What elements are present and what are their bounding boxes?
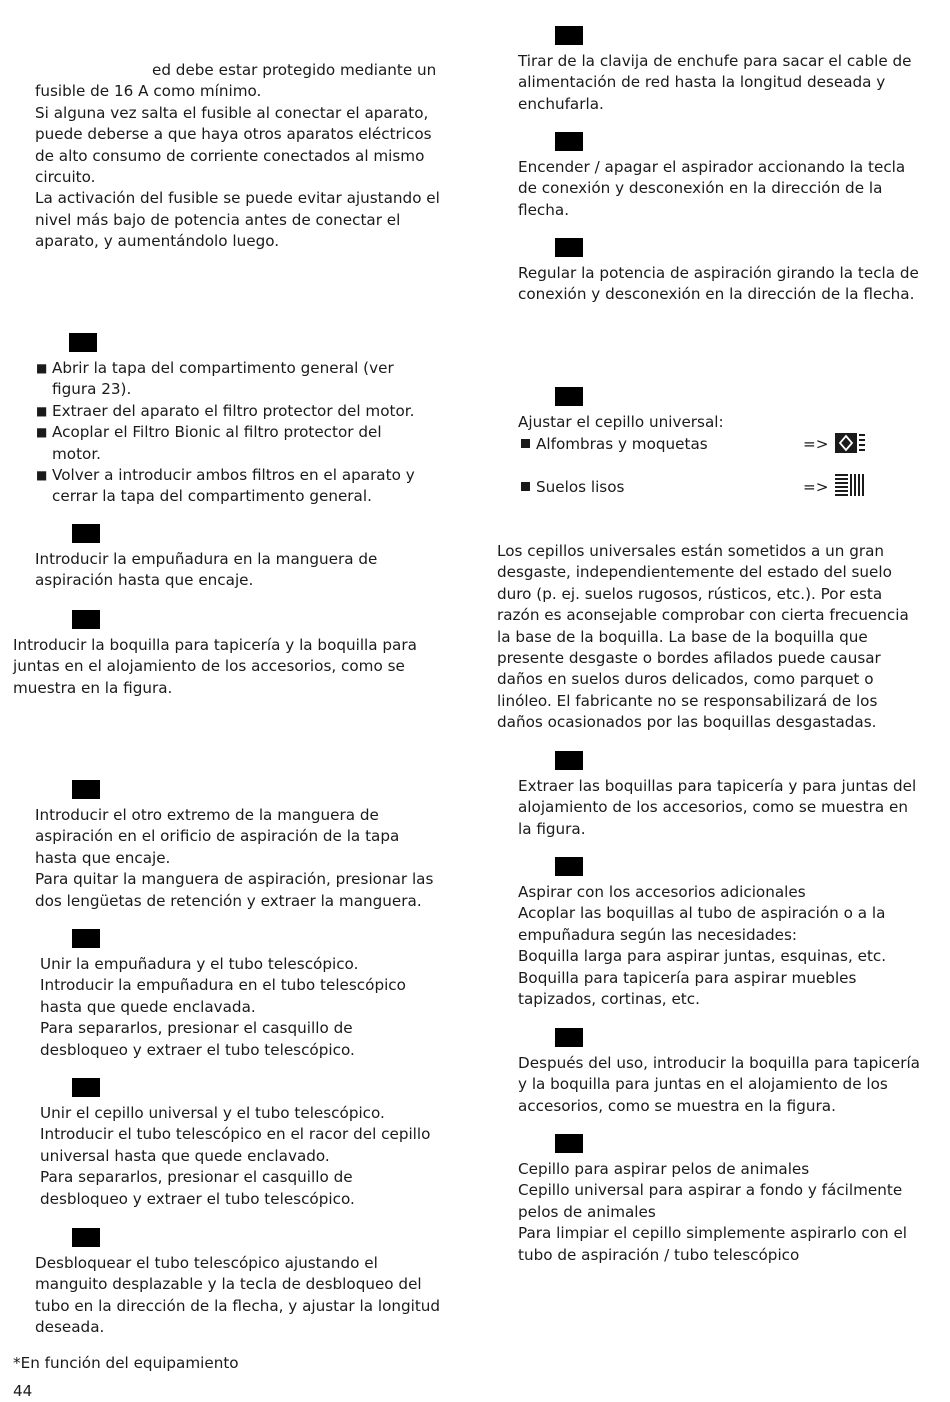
text-line: Después del uso, introducir la boquilla para tapicería xyxy=(518,1054,920,1072)
text-line: tubo de aspiración / tubo telescópico xyxy=(518,1245,800,1264)
list-item xyxy=(36,401,415,422)
hard-floor-setting-icon xyxy=(834,473,866,497)
list-item xyxy=(36,358,415,401)
bullet-icon xyxy=(521,439,530,448)
figure-number-badge xyxy=(555,387,583,406)
switch-paragraph xyxy=(518,157,905,221)
text-line: Acoplar las boquillas al tubo de aspiración o a la xyxy=(518,904,886,923)
text-line: Extraer las boquillas para tapicería y para juntas del xyxy=(518,777,917,795)
figure-number-badge xyxy=(69,333,97,352)
text-line: accesorios, como se muestra en la figura. xyxy=(518,1096,836,1115)
text-line: juntas en el alojamiento de los accesorios, como se xyxy=(13,657,405,676)
text-line: desgaste, independientemente del estado del suelo xyxy=(497,563,892,582)
text-line: Para separarlos, presionar el casquillo de xyxy=(40,1019,353,1038)
text-line: de conexión y desconexión en la dirección de la xyxy=(518,179,883,198)
text-line: Desbloquear el tubo telescópico ajustando el xyxy=(35,1254,378,1272)
text-line: Para limpiar el cepillo simplemente aspirarlo con el xyxy=(518,1224,908,1243)
figure-number-badge xyxy=(555,1028,583,1047)
text-line: razón es aconsejable comprobar con cierta frecuencia xyxy=(497,606,909,625)
list-item xyxy=(36,422,415,465)
hose-paragraph xyxy=(35,805,433,912)
power-paragraph xyxy=(518,263,919,306)
text-line: Los cepillos universales están sometidos a un gran xyxy=(497,542,885,560)
figure-number-badge xyxy=(555,26,583,45)
fuse-line: Si alguna vez salta el fusible al conectar el aparato, xyxy=(35,103,429,122)
text-line: Aspirar con los accesorios adicionales xyxy=(518,883,806,901)
filter-steps-list xyxy=(36,358,415,508)
text-line: alimentación de red hasta la longitud deseada y xyxy=(518,73,886,92)
list-item-line: Volver a introducir ambos filtros en el aparato y xyxy=(52,466,415,485)
text-line: la base de la boquilla. La base de la boquilla que xyxy=(497,627,868,646)
text-line: Introducir la empuñadura en el tubo telescópico xyxy=(40,976,406,995)
text-line: Tirar de la clavija de enchufe para sacar el cable de xyxy=(518,52,912,70)
extract-paragraph xyxy=(518,776,916,840)
plug-paragraph xyxy=(518,51,912,115)
text-line: Para quitar la manguera de aspiración, presionar las xyxy=(35,870,434,889)
unlock-paragraph xyxy=(35,1253,440,1339)
text-line: dos lengüetas de retención y extraer la manguera. xyxy=(35,891,422,910)
text-line: tapizados, cortinas, etc. xyxy=(518,990,700,1009)
figure-number-badge xyxy=(555,238,583,257)
carpet-setting-icon xyxy=(834,432,866,454)
brush-paragraph xyxy=(40,1103,430,1210)
pet-brush-paragraph xyxy=(518,1159,907,1266)
text-line: enchufarla. xyxy=(518,94,604,113)
text-line: deseada. xyxy=(35,1318,105,1337)
fuse-line: ed debe estar protegido mediante un xyxy=(152,61,437,79)
list-item xyxy=(36,465,415,508)
fuse-line: nivel más bajo de potencia antes de conectar el xyxy=(35,210,401,229)
text-line: manguito desplazable y la tecla de desbloqueo del xyxy=(35,1275,422,1294)
handle-paragraph xyxy=(35,549,377,592)
text-line: Boquilla larga para aspirar juntas, esquinas, etc. xyxy=(518,947,887,966)
figure-number-badge xyxy=(555,132,583,151)
text-line: Cepillo para aspirar pelos de animales xyxy=(518,1160,810,1178)
list-item-line: figura 23). xyxy=(52,380,132,399)
text-line: aspiración en el orificio de aspiración de la tapa xyxy=(35,827,400,846)
fuse-line: circuito. xyxy=(35,168,96,187)
figure-number-badge xyxy=(555,857,583,876)
list-item-line: Acoplar el Filtro Bionic al filtro protector del xyxy=(52,423,382,442)
fuse-paragraph xyxy=(35,60,440,253)
text-line: desbloqueo y extraer el tubo telescópico. xyxy=(40,1189,355,1208)
text-line: Introducir la empuñadura en la manguera de xyxy=(35,550,378,568)
figure-number-badge xyxy=(72,1228,100,1247)
footnote: *En función del equipamiento xyxy=(13,1354,239,1372)
text-line: linóleo. El fabricante no se responsabilizará de los xyxy=(497,691,878,710)
arrow-text: => xyxy=(803,435,829,453)
text-line: daños en suelos duros delicados, como parquet o xyxy=(497,670,874,689)
list-item-line: Abrir la tapa del compartimento general (ver xyxy=(52,359,394,377)
text-line: empuñadura según las necesidades: xyxy=(518,925,797,944)
text-line: daños ocasionados por las boquillas desgastadas. xyxy=(497,713,877,732)
bullet-icon xyxy=(521,482,530,491)
text-line: muestra en la figura. xyxy=(13,678,173,697)
list-item-line: motor. xyxy=(52,444,102,463)
text-line: Introducir el tubo telescópico en el racor del cepillo xyxy=(40,1125,431,1144)
text-line: universal hasta que quede enclavado. xyxy=(40,1146,330,1165)
text-line: hasta que encaje. xyxy=(35,848,171,867)
text-line: hasta que quede enclavada. xyxy=(40,997,256,1016)
text-line: pelos de animales xyxy=(518,1202,656,1221)
text-line: alojamiento de los accesorios, como se muestra en xyxy=(518,798,908,817)
after-use-paragraph xyxy=(518,1053,920,1117)
text-line: Introducir la boquilla para tapicería y la boquilla para xyxy=(13,636,417,654)
figure-number-badge xyxy=(555,1134,583,1153)
text-line: conexión y desconexión en la dirección de la flecha. xyxy=(518,285,915,304)
text-line: Unir el cepillo universal y el tubo telescópico. xyxy=(40,1104,385,1122)
brush-option-label: Alfombras y moquetas xyxy=(536,435,708,453)
figure-number-badge xyxy=(555,751,583,770)
text-line: Boquilla para tapicería para aspirar muebles xyxy=(518,968,857,987)
page-number: 44 xyxy=(13,1382,33,1400)
text-line: Regular la potencia de aspiración girando la tecla de xyxy=(518,264,919,282)
list-item-line: Extraer del aparato el filtro protector del motor. xyxy=(52,401,415,420)
fuse-line: de alto consumo de corriente conectados al mismo xyxy=(35,146,425,165)
text-line: desbloqueo y extraer el tubo telescópico. xyxy=(40,1040,355,1059)
brush-option-hard-floor xyxy=(521,477,624,498)
list-item-line: cerrar la tapa del compartimento general. xyxy=(52,487,372,506)
text-line: duro (p. ej. suelos rugosos, rústicos, etc.). Por esta xyxy=(497,584,883,603)
text-line: la figura. xyxy=(518,819,586,838)
fuse-line: aparato, y aumentándolo luego. xyxy=(35,232,280,251)
figure-number-badge xyxy=(72,1078,100,1097)
text-line: aspiración hasta que encaje. xyxy=(35,571,254,590)
text-line: Introducir el otro extremo de la manguera de xyxy=(35,806,379,824)
brush-option-label: Suelos lisos xyxy=(536,478,625,496)
text-line: Cepillo universal para aspirar a fondo y fácilmente xyxy=(518,1181,903,1200)
text-line: y la boquilla para juntas en el alojamiento de los xyxy=(518,1075,888,1094)
fuse-line: puede deberse a que haya otros aparatos eléctricos xyxy=(35,125,432,144)
text-line: flecha. xyxy=(518,200,570,219)
text-line: Unir la empuñadura y el tubo telescópico. xyxy=(40,955,359,973)
brush-adjust-title: Ajustar el cepillo universal: xyxy=(518,413,724,431)
text-line: Encender / apagar el aspirador accionando la tecla xyxy=(518,158,906,176)
accessories-paragraph xyxy=(518,882,886,1010)
tube-paragraph xyxy=(40,954,406,1061)
figure-number-badge xyxy=(72,524,100,543)
wear-warning-paragraph xyxy=(497,541,909,734)
text-line: presente desgaste o bordes afilados puede causar xyxy=(497,649,881,668)
arrow-text: => xyxy=(803,478,829,496)
text-line: tubo en la dirección de la flecha, y ajustar la longitud xyxy=(35,1296,441,1315)
fuse-line: La activación del fusible se puede evitar ajustando el xyxy=(35,189,440,208)
fuse-line: fusible de 16 A como mínimo. xyxy=(35,82,262,101)
figure-number-badge xyxy=(72,929,100,948)
nozzle-storage-paragraph xyxy=(13,635,417,699)
figure-number-badge xyxy=(72,780,100,799)
text-line: Para separarlos, presionar el casquillo de xyxy=(40,1168,353,1187)
figure-number-badge xyxy=(72,610,100,629)
brush-option-carpet xyxy=(521,434,708,455)
